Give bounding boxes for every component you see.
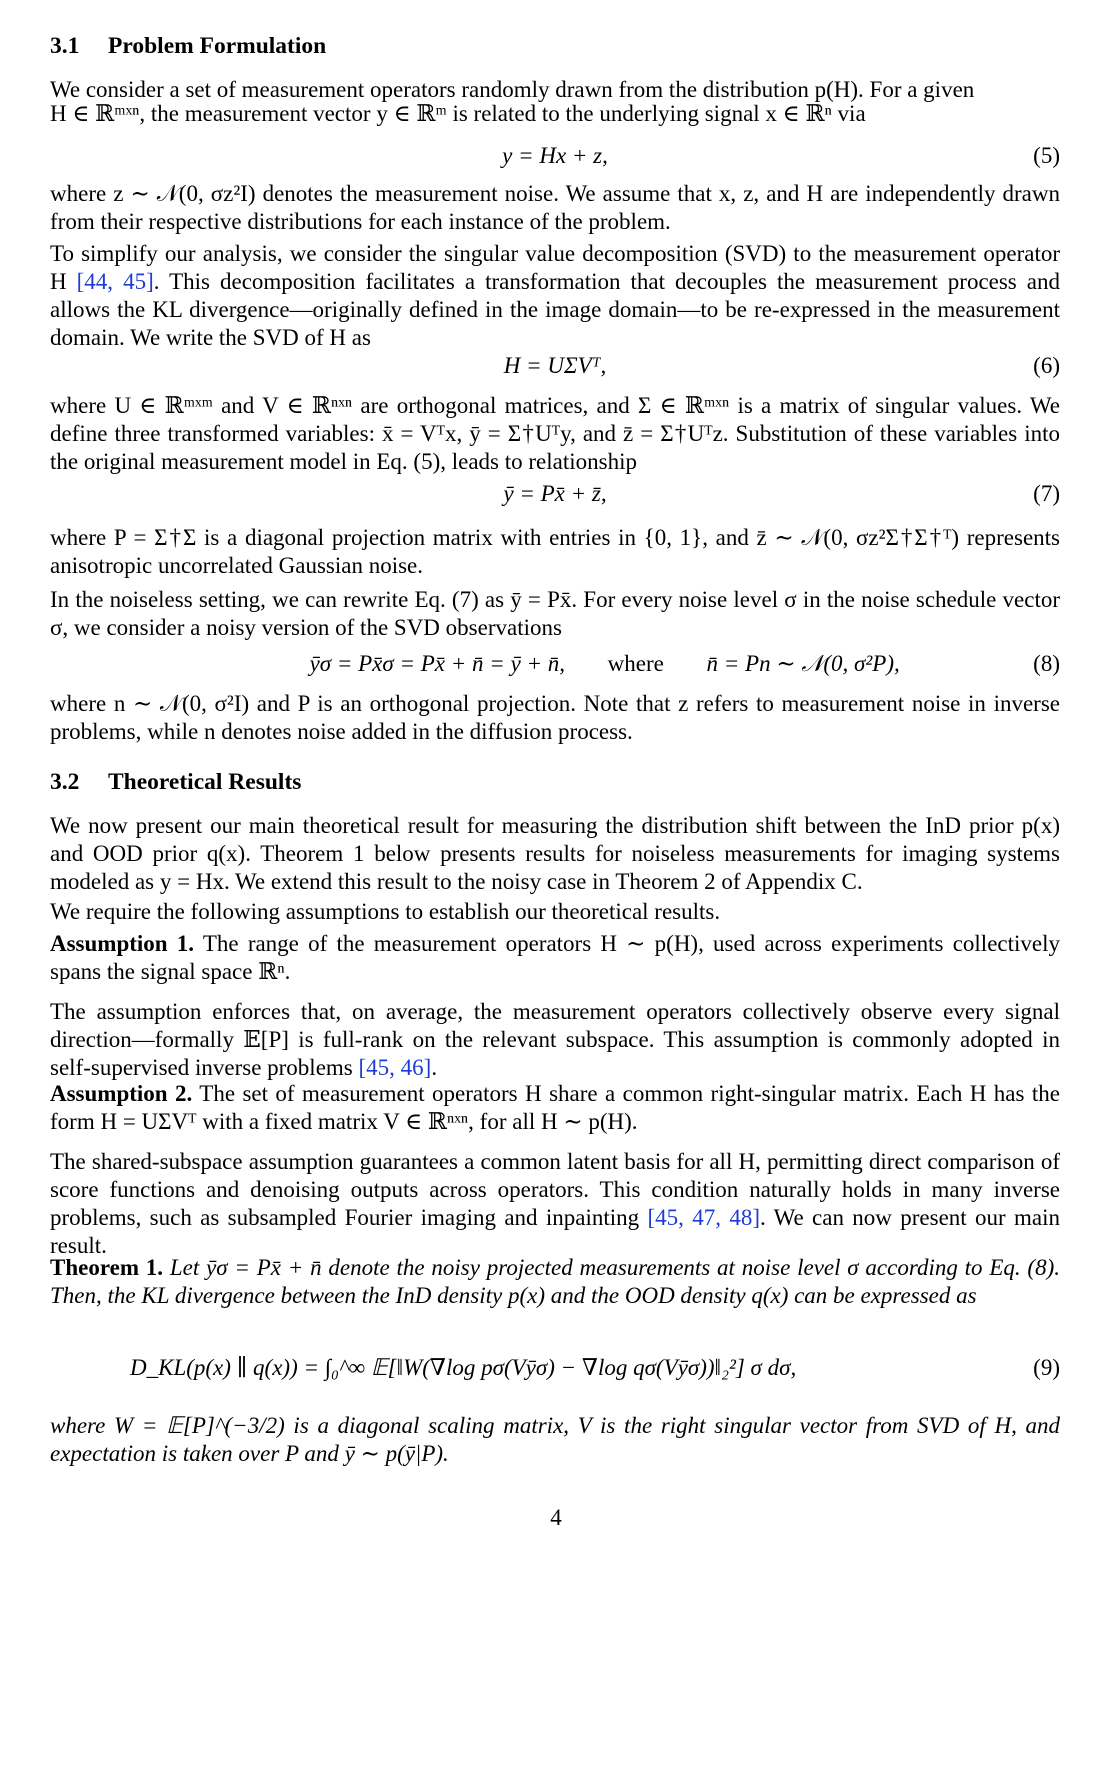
equation-5 xyxy=(50,142,1060,172)
assumption-1: Assumption 1. The range of the measurement operators H ∼ p(H), used across experiments collectively spans the signal space ℝⁿ. xyxy=(50,931,1060,984)
assumption-2-label: Assumption 2. xyxy=(50,1081,193,1106)
section-heading-3-2: 3.2 Theoretical Results xyxy=(50,769,302,795)
paragraph-1-line-1: We consider a set of measurement operators randomly drawn from the distribution p(H). For a given xyxy=(50,77,975,102)
equation-6-body: H = UΣVᵀ, xyxy=(503,353,607,378)
citation-44-45[interactable]: [44, 45] xyxy=(76,269,154,294)
section-heading-3-1: 3.1 Problem Formulation xyxy=(50,33,327,59)
equation-9 xyxy=(50,1354,1060,1384)
paragraph-2: where z ∼ 𝒩(0, σz²I) denotes the measurement noise. We assume that x, z, and H are independently drawn from their respective distributions for each instance of the problem. xyxy=(50,181,1060,234)
assumption-1-label: Assumption 1. xyxy=(50,931,195,956)
paragraph-3-2-3: The assumption enforces that, on average, the measurement operators collectively observe every signal direction—formally 𝔼[P] is full-rank on the relevant subspace. This assumption is commonly adopted in self-supervised inverse problems [45, 46]. xyxy=(50,999,1060,1080)
equation-7-body: ȳ = Px̄ + z̄, xyxy=(503,481,607,506)
equation-5-tag: (5) xyxy=(1033,143,1060,168)
paragraph-3: To simplify our analysis, we consider the singular value decomposition (SVD) to the measurement operator H [44, 45]. This decomposition facilitates a transformation that decouples the measurement process and allows the KL divergence—originally defined in the image domain—to be re-expressed in the measurement domain. We write the SVD of H as xyxy=(50,241,1060,350)
paragraph-7: where n ∼ 𝒩(0, σ²I) and P is an orthogonal projection. Note that z refers to measurement noise in inverse problems, while n denotes noise added in the diffusion process. xyxy=(50,691,1060,744)
equation-8-where: where xyxy=(607,651,664,676)
paragraph-3-2-5: where W = 𝔼[P]^(−3/2) is a diagonal scaling matrix, V is the right singular vector from SVD of H, and expectation is taken over P and ȳ ∼ p(ȳ|P). xyxy=(50,1413,1060,1466)
paragraph-3-2-4: The shared-subspace assumption guarantees a common latent basis for all H, permitting direct comparison of score functions and denoising outputs across operators. This condition naturally holds in many inverse problems, such as subsampled Fourier imaging and inpainting [45, 47, 48]. We can now present our main result. xyxy=(50,1149,1060,1258)
theorem-1-label: Theorem 1. xyxy=(50,1255,164,1280)
paragraph-4: where U ∈ ℝᵐˣᵐ and V ∈ ℝⁿˣⁿ are orthogonal matrices, and Σ ∈ ℝᵐˣⁿ is a matrix of singular values. We define three transformed variables: x̄ = Vᵀx, ȳ = Σ†Uᵀy, and z̄ = Σ†Uᵀz. Substitution of these variables into the original measurement model in Eq. (5), leads to relationship xyxy=(50,393,1060,474)
equation-6-tag: (6) xyxy=(1033,353,1060,378)
page-number: 4 xyxy=(550,1505,562,1530)
paragraph-5: where P = Σ†Σ is a diagonal projection matrix with entries in {0, 1}, and z̄ ∼ 𝒩(0, σz²Σ†Σ†ᵀ) represents anisotropic uncorrelated Gaussian noise. xyxy=(50,525,1060,578)
paragraph-3-2-1: We now present our main theoretical result for measuring the distribution shift between the InD prior p(x) and OOD prior q(x). Theorem 1 below presents results for noiseless measurements for imaging systems modeled as y = Hx. We extend this result to the noisy case in Theorem 2 of Appendix C. xyxy=(50,813,1060,894)
equation-9-body: D_KL(p(x) ∥ q(x)) = ∫₀^∞ 𝔼[‖W(∇log pσ(Vȳσ) − ∇log qσ(Vȳσ))‖₂²] σ dσ, xyxy=(130,1355,797,1380)
equation-5-body: y = Hx + z, xyxy=(502,143,608,168)
equation-6 xyxy=(50,352,1060,382)
equation-7 xyxy=(50,480,1060,510)
theorem-1: Theorem 1. Let ȳσ = Px̄ + n̄ denote the noisy projected measurements at noise level σ according to Eq. (8). Then, the KL divergence between the InD density p(x) and the OOD density q(x) can be expressed as xyxy=(50,1255,1060,1308)
equation-8-left: ȳσ = Px̄σ = Px̄ + n̄ = ȳ + n̄, xyxy=(309,651,565,676)
equation-9-tag: (9) xyxy=(1033,1355,1060,1380)
paragraph-6: In the noiseless setting, we can rewrite Eq. (7) as ȳ = Px̄. For every noise level σ in the noise schedule vector σ, we consider a noisy version of the SVD observations xyxy=(50,587,1060,640)
equation-8 xyxy=(50,650,1060,680)
citation-45-46[interactable]: [45, 46] xyxy=(358,1055,432,1080)
paragraph-3-2-2: We require the following assumptions to establish our theoretical results. xyxy=(50,899,721,924)
citation-45-47-48[interactable]: [45, 47, 48] xyxy=(647,1205,760,1230)
equation-7-tag: (7) xyxy=(1033,481,1060,506)
equation-8-tag: (8) xyxy=(1033,651,1060,676)
paragraph-1-line-2: H ∈ ℝᵐˣⁿ, the measurement vector y ∈ ℝᵐ is related to the underlying signal x ∈ ℝⁿ via xyxy=(50,101,866,126)
equation-8-right: n̄ = Pn ∼ 𝒩(0, σ²P), xyxy=(706,651,900,676)
assumption-2: Assumption 2. The set of measurement operators H share a common right-singular matrix. Each H has the form H = UΣVᵀ with a fixed matrix V ∈ ℝⁿˣⁿ, for all H ∼ p(H). xyxy=(50,1081,1060,1134)
